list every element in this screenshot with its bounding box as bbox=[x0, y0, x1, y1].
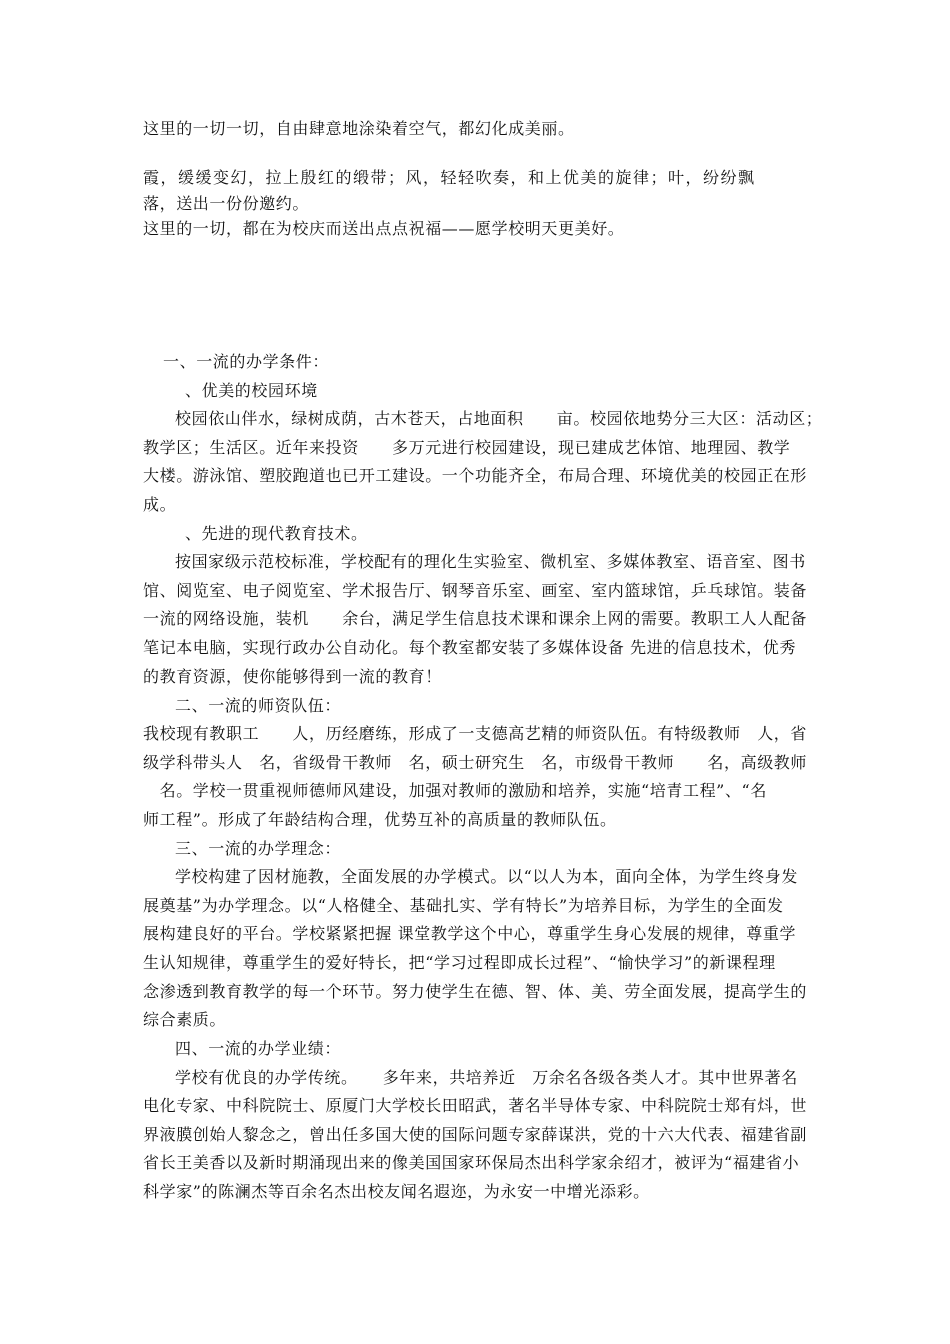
section-2-line-2: 级学科带头人 名，省级骨干教师 名，硕士研究生 名，市级骨干教师 名，高级教师 bbox=[143, 753, 808, 772]
section-3-line-2: 展奠基”为办学理念。以“人格健全、基础扎实、学有特长”为培养目标，为学生的全面发 bbox=[143, 896, 784, 915]
section-1-sub2-line-4: 笔记本电脑，实现行政办公自动化。每个教室都安装了多媒体设备 先进的信息技术，优秀 bbox=[143, 638, 797, 657]
section-4-line-1: 学校有优良的办学传统。 多年来，共培养近 万余名各级各类人才。其中世界著名 bbox=[175, 1068, 798, 1087]
section-1-sub2-line-5: 的教育资源，使你能够得到一流的教育！ bbox=[143, 667, 442, 686]
section-1-sub1-line-2: 教学区；生活区。近年来投资 多万元进行校园建设，现已建成艺体馆、地理园、教学 bbox=[143, 438, 791, 457]
section-3-line-1: 学校构建了因材施教，全面发展的办学模式。以“以人为本，面向全体，为学生终身发 bbox=[175, 867, 798, 886]
section-2-line-1: 我校现有教职工 人，历经磨练，形成了一支德高艺精的师资队伍。有特级教师 人，省 bbox=[143, 724, 808, 743]
section-2-line-4: 师工程”。形成了年龄结构合理，优势互补的高质量的教师队伍。 bbox=[143, 810, 617, 829]
section-1-subheading-1: 、优美的校园环境 bbox=[185, 381, 318, 400]
section-1-subheading-2: 、先进的现代教育技术。 bbox=[185, 524, 368, 543]
section-4-heading: 四、一流的办学业绩： bbox=[175, 1039, 342, 1058]
section-3-heading: 三、一流的办学理念： bbox=[175, 839, 342, 858]
section-4-line-5: 科学家”的陈澜杰等百余名杰出校友闻名遐迩，为永安一中增光添彩。 bbox=[143, 1182, 650, 1201]
intro-paragraph-3: 这里的一切，都在为校庆而送出点点祝福——愿学校明天更美好。 bbox=[143, 219, 625, 238]
section-1-sub1-line-1: 校园依山伴水，绿树成荫，古木苍天，占地面积 亩。校园依地势分三大区：活动区； bbox=[175, 409, 823, 428]
section-2-line-3: 名。学校一贯重视师德师风建设，加强对教师的激励和培养，实施“培青工程”、“名 bbox=[143, 781, 767, 800]
section-3-line-3: 展构建良好的平台。学校紧紧把握 课堂教学这个中心，尊重学生身心发展的规律，尊重学 bbox=[143, 924, 797, 943]
section-4-line-4: 省长王美香以及新时期涌现出来的像美国国家环保局杰出科学家余绍才，被评为“福建省小 bbox=[143, 1153, 800, 1172]
section-4-line-2: 电化专家、中科院院士、原厦门大学校长田昭武，著名半导体专家、中科院院士郑有炓，世 bbox=[143, 1096, 808, 1115]
section-1-sub1-line-3: 大楼。游泳馆、塑胶跑道也已开工建设。一个功能齐全，布局合理、环境优美的校园正在形 bbox=[143, 466, 808, 485]
section-2-heading: 二、一流的师资队伍： bbox=[175, 696, 342, 715]
section-1-sub1-line-4: 成。 bbox=[143, 495, 177, 514]
section-1-sub2-line-3: 一流的网络设施，装机 余台，满足学生信息技术课和课余上网的需要。教职工人人配备 bbox=[143, 609, 808, 628]
section-1-sub2-line-1: 按国家级示范校标准，学校配有的理化生实验室、微机室、多媒体教室、语音室、图书 bbox=[175, 552, 806, 571]
section-1-heading: 一、一流的办学条件： bbox=[163, 352, 330, 371]
intro-paragraph-2-line-1: 霞，缓缓变幻，拉上殷红的缎带；风，轻轻吹奏，和上优美的旋律；叶，纷纷飘 bbox=[143, 168, 756, 187]
section-3-line-5: 念渗透到教育教学的每一个环节。努力使学生在德、智、体、美、劳全面发展，提高学生的 bbox=[143, 982, 808, 1001]
intro-paragraph-1: 这里的一切一切，自由肆意地涂染着空气，都幻化成美丽。 bbox=[143, 119, 575, 138]
section-3-line-6: 综合素质。 bbox=[143, 1010, 227, 1029]
section-3-line-4: 生认知规律，尊重学生的爱好特长，把“学习过程即成长过程”、“愉快学习”的新课程理 bbox=[143, 953, 776, 972]
section-4-line-3: 界液膜创始人黎念之，曾出任多国大使的国际问题专家薛谋洪，党的十六大代表、福建省副 bbox=[143, 1125, 808, 1144]
intro-paragraph-2-line-2: 落，送出一份份邀约。 bbox=[143, 194, 310, 213]
section-1-sub2-line-2: 馆、阅览室、电子阅览室、学术报告厅、钢琴音乐室、画室、室内篮球馆，乒乓球馆。装备 bbox=[143, 581, 808, 600]
